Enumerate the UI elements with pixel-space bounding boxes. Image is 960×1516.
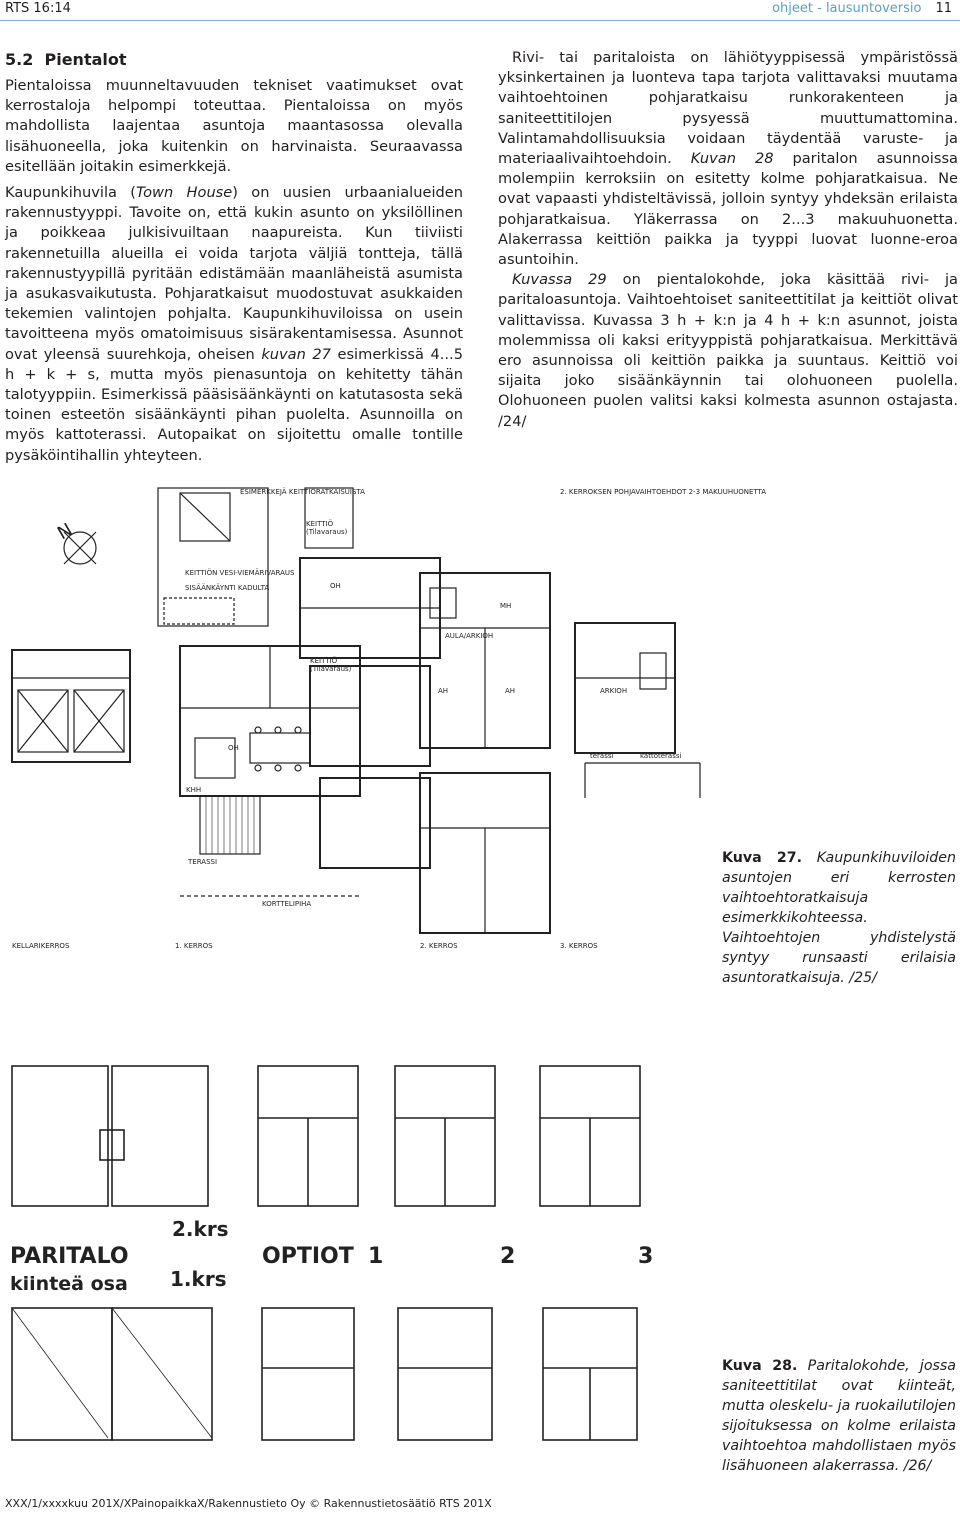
plan-label: OH [228, 744, 239, 752]
plan-label: kattoterassi [640, 752, 682, 760]
caption-label: Kuva 28. [722, 1358, 798, 1374]
figure-27-caption [722, 848, 956, 988]
paritalo-2krs-right [112, 1066, 208, 1206]
figure-reference: Kuvassa 29 [512, 271, 607, 289]
page-number: 11 [935, 1, 952, 16]
ground-floor-upper-plan [158, 488, 268, 626]
figure-28-caption [722, 1356, 956, 1476]
floor-label-1krs: 1.krs [170, 1267, 227, 1291]
second-floor-plan-c [320, 778, 430, 868]
plan-label: KELLARIKERROS [12, 942, 70, 950]
page-header [0, 0, 960, 22]
section-number: 5.2 [5, 50, 34, 69]
plan-label: KORTTELIPIHA [262, 900, 312, 908]
header-left: RTS 16:14 [5, 1, 71, 16]
option-number-2: 2 [500, 1244, 516, 1269]
paritalo-label: PARITALO [10, 1244, 129, 1269]
left-para-2 [5, 183, 463, 466]
plan-label: terassi [590, 752, 614, 760]
fixed-part-label: kiinteä osa [10, 1273, 128, 1295]
option1-1krs [262, 1308, 354, 1440]
options-label: OPTIOT [262, 1244, 354, 1269]
plan-label: 2. KERROKSEN POHJAVAIHTOEHDOT 2-3 MAKUUHUONETTA [560, 488, 767, 496]
plan-label: TERASSI [188, 858, 218, 866]
section-title: Pientalot [44, 50, 127, 69]
right-para-1 [498, 48, 958, 270]
caption-label: Kuva 27. [722, 850, 802, 866]
plan-label: AH [438, 687, 449, 695]
header-rule [0, 20, 960, 21]
text-run: Rivi- tai paritaloista on lähiötyyppisessä ympäristössä yksinkertainen ja luonteva tapa tarjota valittavaksi muutama vaihtoehtoinen pohjaratkaisu runkorakenteen ja saniteettitilojen pysyessä muuttumattomina. Valintamahdollisuuksia voidaan täydentää varuste- ja materiaalivaihtoehdoin. [498, 49, 958, 168]
left-para-1: Pientaloissa muunneltavuuden tekniset vaatimukset ovat kerrostaloja helpompi toteuttaa. Pientaloissa on myös mahdollista laajentaa asuntoja maantasossa olevalla lisähuoneella, joka kuitenkin on harvinaista. Seuraavassa esitellään joitakin esimerkkejä. [5, 77, 463, 175]
page-footer: XXX/1/xxxxkuu 201X/XPainopaikkaX/Rakennustieto Oy © Rakennustietosäätiö RTS 201X [5, 1497, 492, 1510]
plan-label: KEITTIÖ [310, 657, 338, 665]
figure-reference: Kuvan 28 [690, 150, 774, 168]
header-right [772, 1, 952, 16]
plan-label: AH [505, 687, 516, 695]
caption-text: Kaupunkihuviloiden asuntojen eri kerrosten vaihtoehtoratkaisuja esimerkkikohteessa. Vaihtoehtojen yhdistelystä syntyy runsaasti erilaisia asuntoratkaisuja. /25/ [722, 850, 956, 986]
option2-1krs [398, 1308, 492, 1440]
plan-label: ARKIOH [600, 687, 628, 695]
right-column [498, 48, 958, 432]
plan-label: KEITTIÖ [306, 520, 334, 528]
emphasis: Town House [135, 184, 233, 202]
plan-label: KHH [186, 786, 202, 794]
figure-28-floorplans [0, 1058, 700, 1448]
north-label: N [54, 519, 77, 545]
text-run: ) on uusien urbaanialueiden rakennustyyppi. Tavoite on, että kukin asunto on yksilöllinen ja poikkeaa julkisivuiltaan naapureista. Kun tiiviisti rakennetuilla alueilla ei voida tarjota väljiä tontteja, tällä rakennustyypillä pyritään edistämään maanläheistä asumista ja asukasvaikutusta. Pohjaratkaisut muodostuvat asukkaiden tekemien valintojen pohjalta. Kaupunkihuviloissa on usein tavoitteena myös omatoimisuus sisärakentamisessa. Asunnot ovat yleensä suurehkoja, oheisen [5, 184, 463, 363]
plan-label: (Tilavaraus) [306, 528, 348, 536]
right-para-2 [498, 270, 958, 432]
plan-label: OH [330, 582, 341, 590]
caption-text: Paritalokohde, jossa saniteettitilat ovat kiinteät, mutta oleskelu- ja ruokailutilojen sijoituksessa on kolme erilaista vaihtoehtoa mahdollistaen myös lisähuoneen alakerrassa. /26/ [722, 1358, 956, 1474]
second-floor-plan-b [310, 666, 430, 766]
text-run: Kaupunkihuvila ( [5, 184, 136, 202]
header-label: ohjeet - lausuntoversio [772, 1, 922, 16]
plan-label: (Tilavaraus) [310, 665, 352, 673]
text-run: paritalon asunnoissa molempiin kerroksiin on esitetty kolme pohjaratkaisua. Ne ovat vapaasti yhdisteltävissä, jolloin syntyy yhdeksän erilaista pohjaratkaisua. Yläkerrassa on 2...3 makuuhuonetta. Alakerrassa keittiön paikka ja tyyppi luovat luonne-eroa asuntoihin. [498, 150, 958, 269]
option-number-3: 3 [638, 1244, 654, 1269]
floor-label-2krs: 2.krs [172, 1217, 229, 1241]
plan-label: MH [500, 602, 512, 610]
plan-label: 2. KERROS [420, 942, 458, 950]
plan-label: 3. KERROS [560, 942, 598, 950]
plan-label: KEITTIÖN VESI-VIEMÄRIVARAUS [185, 569, 295, 577]
text-run: on pientalokohde, joka käsittää rivi- ja paritaloasuntoja. Vaihtoehtoiset saniteettitilat ja keittiöt olivat valittavissa. Kuvassa 3 h + k:n ja 4 h + k:n asunnot, joista molemmissa oli kaksi erityyppistä pohjaratkaisua. Merkittävä ero asunnoissa oli keittiön paikka ja suuntaus. Keittiö voi sijaita joko sisäänkäynnin tai olohuoneen puolella. Olohuoneen puolen valitsi kaksi kolmesta asunnon ostajasta. /24/ [498, 271, 959, 430]
option-number-1: 1 [368, 1244, 384, 1269]
paritalo-2krs-left [12, 1066, 108, 1206]
cellar-plan [12, 650, 130, 762]
plan-label: AULA/ARKIOH [445, 632, 494, 640]
section-heading [5, 50, 463, 70]
figure-reference: kuvan 27 [261, 345, 331, 363]
plan-label: ESIMERKKEJÄ KEITTIÖRATKAISUISTA [240, 488, 365, 496]
plan-label: 1. KERROS [175, 942, 213, 950]
plan-label: SISÄÄNKÄYNTI KADULTA [185, 584, 270, 592]
left-column [5, 50, 463, 466]
text-run: esimerkissä 4...5 h + k + s, mutta myös pienasuntoja on kehitetty tähän talotyyppiin. Esimerkissä pääsisäänkäynti on katutasosta sekä toinen esteetön sisäänkäynti pihan puolelta. Asunnoilla on myös kattoterassi. Autopaikat on sijoitettu omalle tontille pysäköintihallin yhteyteen. [5, 345, 463, 464]
